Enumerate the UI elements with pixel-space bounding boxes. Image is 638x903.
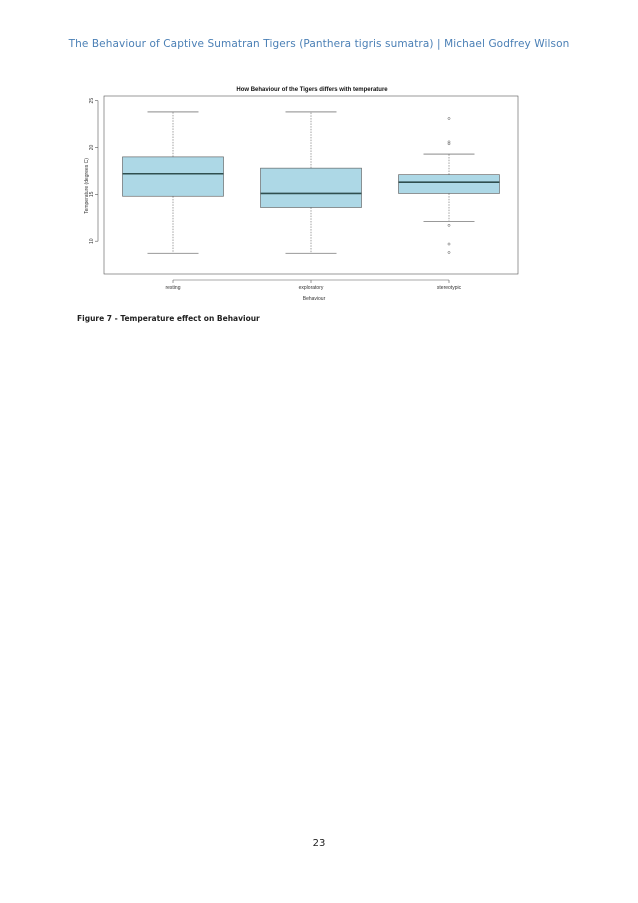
y-tick-label: 20: [89, 144, 95, 151]
y-tick-label: 25: [89, 97, 95, 104]
boxplot-chart: [74, 78, 524, 310]
page-number: 23: [312, 838, 326, 849]
x-axis-title: Behaviour: [302, 296, 326, 302]
chart-title: How Behaviour of the Tigers differs with temperature: [236, 87, 388, 93]
y-tick-label: 10: [89, 238, 95, 244]
box-iqr: [261, 168, 362, 207]
x-tick-label-resting: resting: [165, 285, 181, 291]
box-iqr: [123, 157, 224, 196]
x-tick-label-exploratory: exploratory: [298, 285, 324, 291]
running-header: The Behaviour of Captive Sumatran Tigers (Panthera tigris sumatra) | Michael Godfrey Wilson: [68, 38, 570, 50]
figure-caption: Figure 7 - Temperature effect on Behaviour: [77, 314, 260, 323]
chart-figure: [74, 78, 524, 310]
box-iqr: [399, 175, 500, 194]
y-axis-title: Temperature (degrees C): [84, 158, 90, 214]
y-tick-label: 15: [89, 191, 95, 198]
x-tick-label-stereotypic: stereotypic: [436, 285, 462, 291]
